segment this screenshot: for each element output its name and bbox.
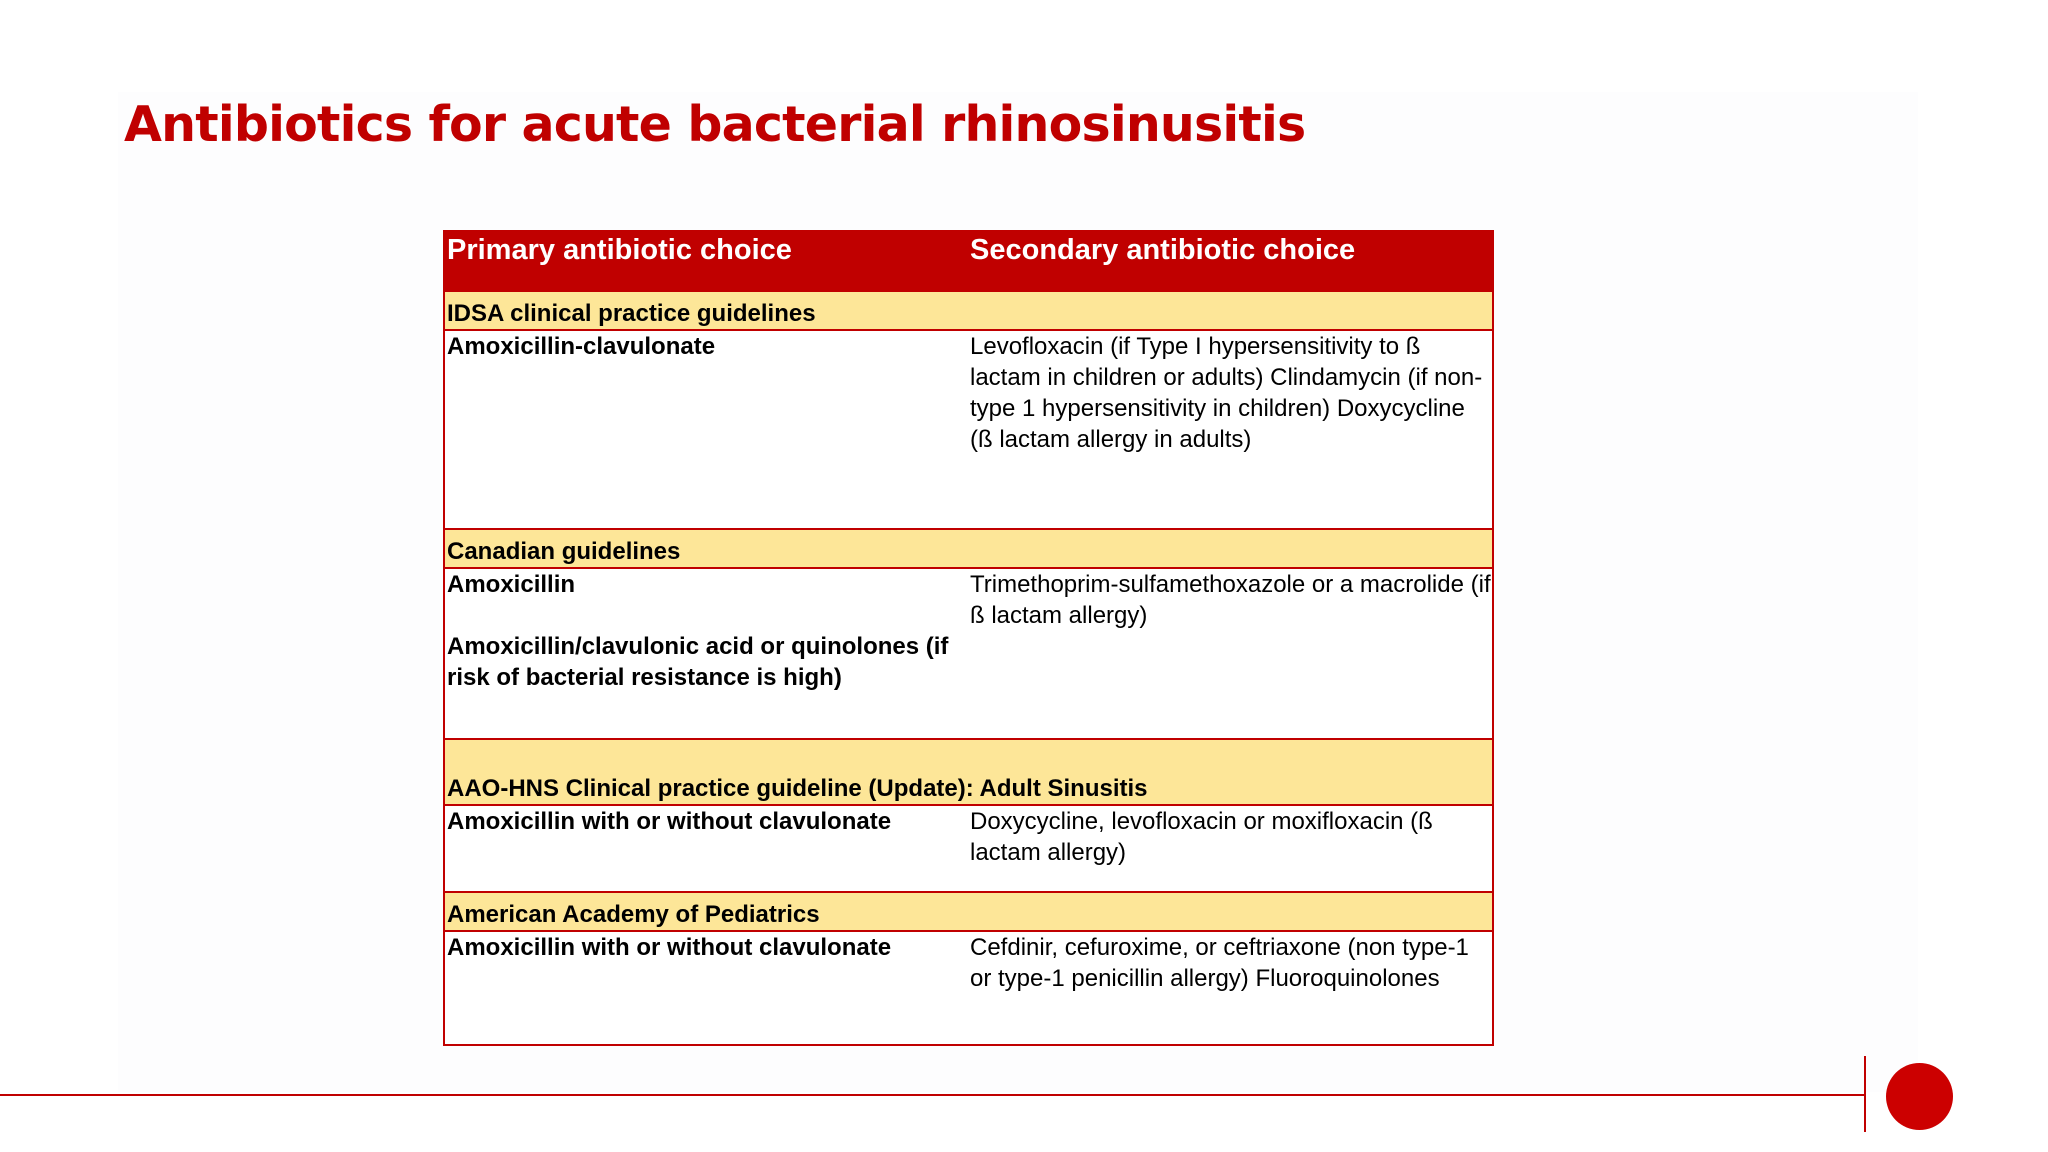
slide-title: Antibiotics for acute bacterial rhinosinusitis: [124, 96, 1306, 153]
footer-tick-divider: [1864, 1056, 1866, 1132]
primary-choice: [444, 931, 968, 1045]
footer-circle-decoration: [1886, 1063, 1953, 1130]
header-secondary: Secondary antibiotic choice: [968, 231, 1493, 291]
primary-choice: [444, 330, 968, 529]
primary-choice-text: Amoxicillin with or without clavulonate: [447, 934, 892, 961]
secondary-choice: Trimethoprim-sulfamethoxazole or a macrolide (if ß lactam allergy): [968, 568, 1493, 739]
section-row-idsa: [444, 291, 1493, 330]
section-heading: AAO-HNS Clinical practice guideline (Update): Adult Sinusitis: [444, 739, 1493, 805]
primary-choice-text: Amoxicillin-clavulonate: [447, 333, 716, 360]
section-row-canadian: [444, 529, 1493, 568]
section-row-aao-hns: [444, 739, 1493, 805]
secondary-choice: Doxycycline, levofloxacin or moxifloxacin (ß lactam allergy): [968, 805, 1493, 892]
primary-choice: [444, 805, 968, 892]
primary-choice-text: Amoxicillin: [447, 571, 576, 598]
section-heading: Canadian guidelines: [444, 529, 1493, 568]
primary-choice: [444, 568, 968, 739]
table-row: [444, 931, 1493, 1045]
primary-choice-text: Amoxicillin with or without clavulonate: [447, 808, 892, 835]
secondary-choice: Levofloxacin (if Type I hypersensitivity to ß lactam in children or adults) Clindamycin (if non-type 1 hypersensitivity in children) Doxycycline (ß lactam allergy in adults): [968, 330, 1493, 529]
table-header-row: [444, 231, 1493, 291]
table-row: [444, 805, 1493, 892]
section-row-aap: [444, 892, 1493, 931]
header-primary: Primary antibiotic choice: [444, 231, 968, 291]
primary-choice-text: Amoxicillin/clavulonic acid or quinolones (if risk of bacterial resistance is high): [447, 633, 949, 691]
table-row: [444, 330, 1493, 529]
footer-divider: [0, 1094, 1864, 1096]
secondary-choice: Cefdinir, cefuroxime, or ceftriaxone (non type-1 or type-1 penicillin allergy) Fluoroquinolones: [968, 931, 1493, 1045]
section-heading: American Academy of Pediatrics: [444, 892, 1493, 931]
section-heading: IDSA clinical practice guidelines: [444, 291, 1493, 330]
table-row: [444, 568, 1493, 739]
antibiotics-table: [443, 230, 1494, 1046]
